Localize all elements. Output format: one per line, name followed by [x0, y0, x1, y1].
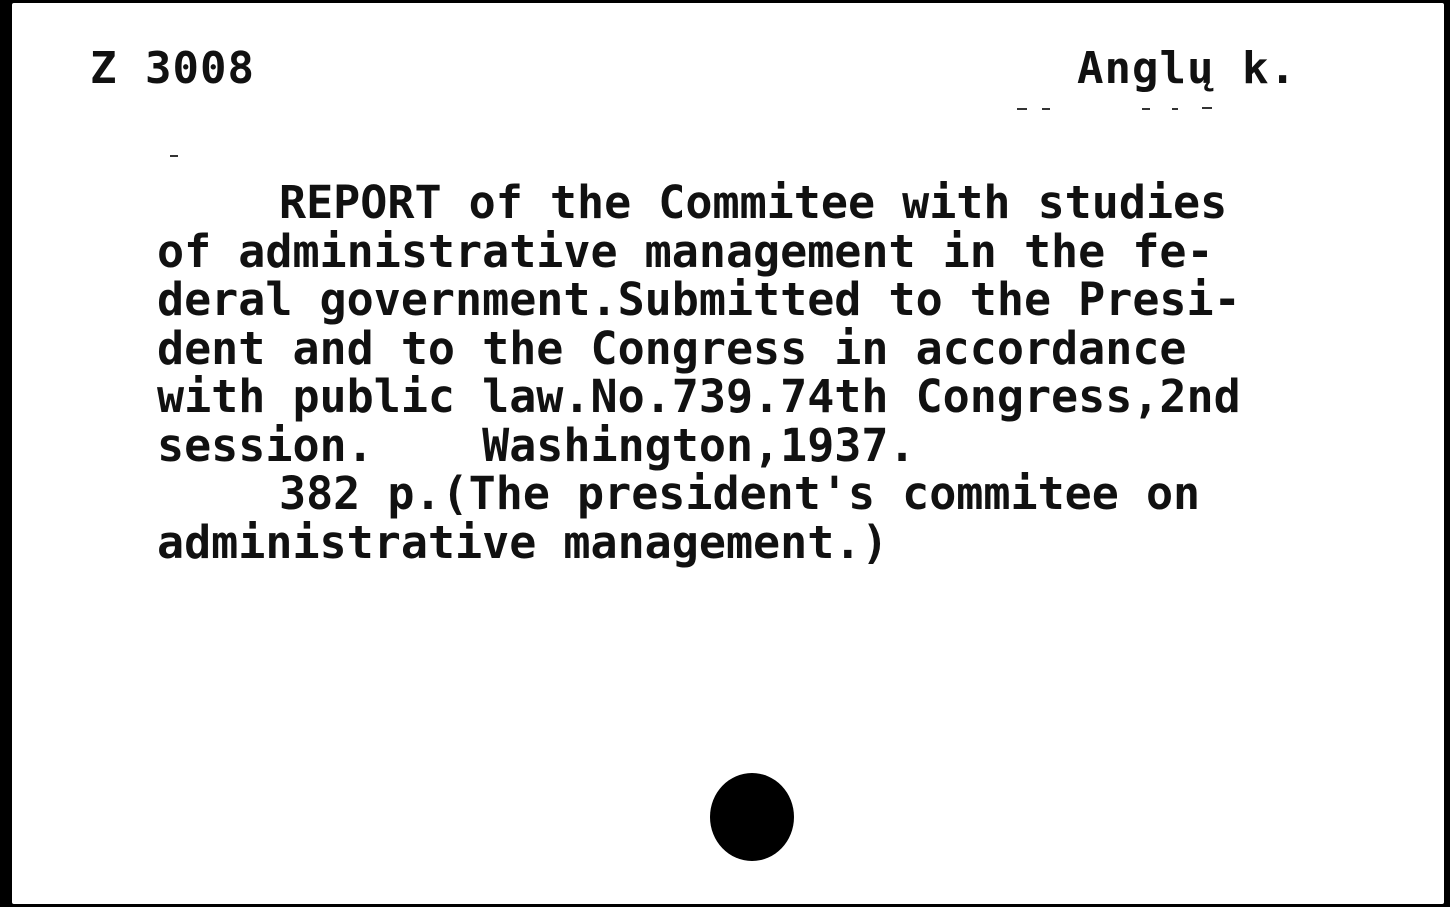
entry-line: of administrative management in the fe- [157, 224, 1214, 278]
entry-line: 382 p.(The president's commitee on [279, 467, 1201, 520]
entry-line: dent and to the Congress in accordance [157, 321, 1187, 375]
entry-line: administrative management.) [157, 515, 889, 569]
ink-speck [1172, 108, 1178, 110]
call-number: Z 3008 [90, 43, 255, 94]
entry-line: with public law.No.739.74th Congress,2nd [157, 370, 1241, 423]
punch-hole [710, 773, 794, 861]
catalog-card [12, 3, 1444, 904]
language-label: Anglų k. [1077, 43, 1297, 94]
entry-line: deral government.Submitted to the Presi- [157, 273, 1241, 326]
ink-speck [1202, 107, 1212, 109]
ink-speck [170, 155, 178, 157]
entry-line: REPORT of the Commitee with studies [279, 176, 1228, 229]
ink-speck [1142, 108, 1150, 110]
entry-line: session. Washington,1937. [157, 418, 916, 472]
ink-speck [1017, 108, 1027, 110]
bibliographic-entry [157, 176, 1417, 569]
ink-speck [1042, 108, 1050, 110]
